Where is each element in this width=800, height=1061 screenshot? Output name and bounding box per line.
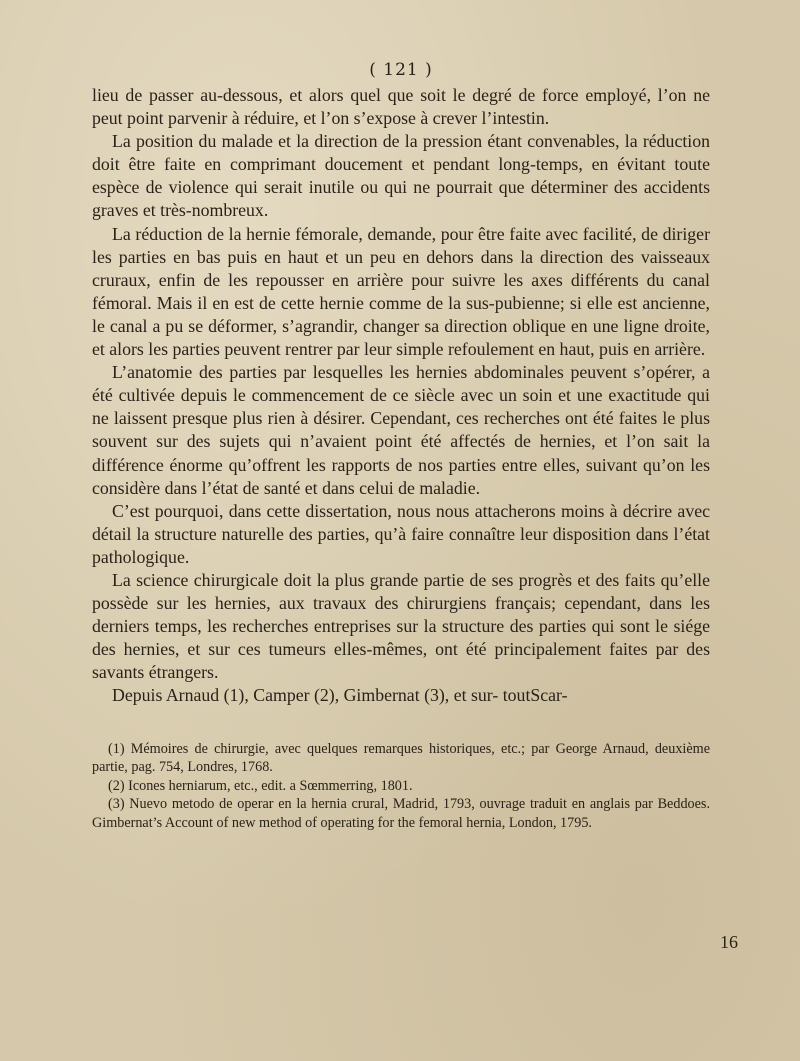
paragraph-7: Depuis Arnaud (1), Camper (2), Gimbernat (3), et sur- toutScar- — [112, 685, 568, 706]
footnotes — [92, 740, 710, 833]
paragraph-4: L’anatomie des parties par lesquelles les hernies abdominales peuvent s’opérer, a été cultivée depuis le commencement de ce siècle avec un soin et une exactitude qui ne laissent presque plus rien à désirer. Cependant, ces recherches ont été faites le plus souvent sur des sujets qui n’avaient point été affectés de hernies, et l’on sait la différence énorme qu’offrent les rapports de nos parties entre elles, suivant qu’on les considère dans l’état de santé et dans celui de maladie. — [92, 362, 710, 498]
footnote-2: (2) Icones herniarum, etc., edit. a Sœmmerring, 1801. — [108, 777, 413, 794]
body-text — [92, 84, 710, 708]
footnote-1: (1) Mémoires de chirurgie, avec quelques remarques historiques, etc.; par George Arnaud, deuxième partie, pag. 754, Londres, 1768. — [92, 740, 710, 776]
signature-mark: 16 — [720, 932, 738, 952]
paragraph-1: lieu de passer au-dessous, et alors quel que soit le degré de force employé, l’on ne peut point parvenir à réduire, et l’on s’expose à crever l’intestin. — [92, 85, 710, 129]
book-page — [92, 60, 710, 832]
paragraph-6: La science chirurgicale doit la plus grande partie de ses progrès et des faits qu’elle possède sur les hernies, aux travaux des chirurgiens français; cependant, dans les derniers temps, les recherches entreprises sur la structure des parties qui sont le siége des hernies, et sur ces tumeurs elles-mêmes, ont été principalement faites par des savants étrangers. — [92, 569, 710, 683]
page-number: ( 121 ) — [369, 60, 433, 80]
paragraph-2: La position du malade et la direction de la pression étant convenables, la réduction doit être faite en comprimant doucement et pendant long-temps, en évitant toute espèce de violence qui serait inutile ou qui ne pourrait que déterminer des accidents graves et très-nombreux. — [92, 131, 710, 221]
paragraph-5: C’est pourquoi, dans cette dissertation, nous nous attacherons moins à décrire avec détail la structure naturelle des parties, qu’à faire connaître leur disposition dans l’état pathologique. — [92, 500, 710, 567]
footnote-3: (3) Nuevo metodo de operar en la hernia crural, Madrid, 1793, ouvrage traduit en anglais par Beddoes. Gimbernat’s Account of new method of operating for the femoral hernia, London, 1795. — [92, 796, 710, 831]
paragraph-3: La réduction de la hernie fémorale, demande, pour être faite avec facilité, de diriger les parties en bas puis en haut et un peu en dehors dans la direction des vaisseaux cruraux, enfin de les repousser en arrière pour suivre les axes différents du canal fémoral. Mais il en est de cette hernie comme de la sus-pubienne; si elle est ancienne, le canal a pu se déformer, s’agrandir, changer sa direction oblique en une ligne droite, et alors les parties peuvent rentrer par leur simple refoulement en haut, puis en arrière. — [92, 223, 710, 360]
